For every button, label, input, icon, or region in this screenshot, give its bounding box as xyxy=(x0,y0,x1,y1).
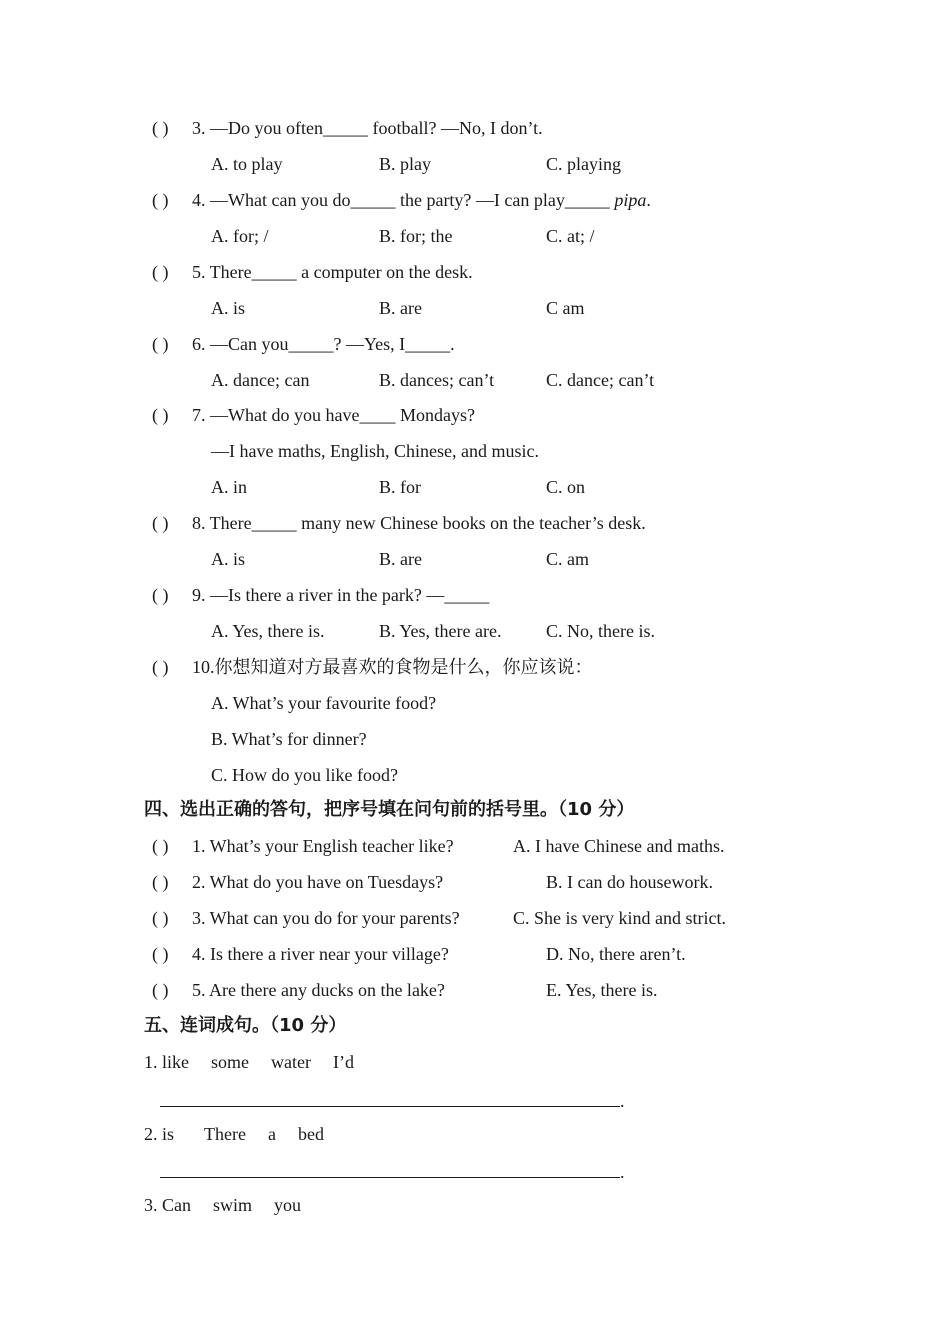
question-4 xyxy=(0,188,950,224)
match-row-1 xyxy=(0,834,950,870)
question-7 xyxy=(0,403,950,439)
match-answer: E. Yes, there is. xyxy=(546,980,658,1000)
option-c: C am xyxy=(546,298,585,318)
option-b: B. are xyxy=(379,549,422,569)
answer-paren[interactable]: ( ) xyxy=(152,944,169,964)
word: is xyxy=(162,1124,175,1144)
match-answer: B. I can do housework. xyxy=(546,872,713,892)
sentence-words xyxy=(144,1193,323,1217)
question-5-options xyxy=(0,296,950,332)
question-text: 5. There_____ a computer on the desk. xyxy=(192,262,473,282)
question-text-main: 4. —What can you do_____ the party? —I can play_____ xyxy=(192,190,615,210)
section-5-heading: 五、连词成句。（10 分） xyxy=(144,1015,347,1036)
match-question: 2. What do you have on Tuesdays? xyxy=(192,872,444,892)
section-5-heading-row xyxy=(0,1014,950,1050)
answer-blank[interactable] xyxy=(160,1157,625,1184)
option-c: C. at; / xyxy=(546,226,595,246)
question-continuation-text: —I have maths, English, Chinese, and music. xyxy=(211,441,539,461)
option-b: B. What’s for dinner? xyxy=(211,729,367,749)
question-4-options xyxy=(0,224,950,260)
item-number: 1. xyxy=(144,1052,158,1072)
option-a: A. What’s your favourite food? xyxy=(211,693,437,713)
sentence-end-period: . xyxy=(620,1091,625,1111)
answer-paren[interactable]: ( ) xyxy=(152,908,169,928)
option-a: A. for; / xyxy=(211,226,269,246)
option-a: A. is xyxy=(211,549,246,569)
match-question: 3. What can you do for your parents? xyxy=(192,908,460,928)
sentence-item-2 xyxy=(0,1122,950,1158)
option-c: C. How do you like food? xyxy=(211,765,398,785)
question-text-italic: pipa xyxy=(614,190,647,210)
answer-paren[interactable]: ( ) xyxy=(152,980,169,1000)
match-row-5 xyxy=(0,978,950,1014)
word: Can xyxy=(162,1195,191,1215)
answer-paren[interactable]: ( ) xyxy=(152,334,169,354)
word: water xyxy=(271,1052,311,1072)
sentence-item-1 xyxy=(0,1050,950,1086)
match-answer: C. She is very kind and strict. xyxy=(513,908,726,928)
question-text: 9. —Is there a river in the park? —_____ xyxy=(192,585,490,605)
answer-paren[interactable]: ( ) xyxy=(152,405,169,425)
option-b: B. Yes, there are. xyxy=(379,621,502,641)
answer-paren[interactable]: ( ) xyxy=(152,657,169,677)
option-b: B. dances; can’t xyxy=(379,370,495,390)
question-10-option-b xyxy=(0,727,950,763)
question-5 xyxy=(0,260,950,296)
sentence-words xyxy=(144,1122,346,1146)
answer-paren[interactable]: ( ) xyxy=(152,836,169,856)
word: you xyxy=(274,1195,302,1215)
question-7-options xyxy=(0,475,950,511)
question-6-options xyxy=(0,368,950,404)
question-number: 10. xyxy=(192,657,215,677)
option-b: B. play xyxy=(379,154,431,174)
word: swim xyxy=(213,1195,253,1215)
option-b: B. for xyxy=(379,477,421,497)
item-number: 2. xyxy=(144,1124,158,1144)
option-b: B. are xyxy=(379,298,422,318)
word: There xyxy=(204,1124,246,1144)
question-8 xyxy=(0,511,950,547)
sentence-words xyxy=(144,1050,376,1074)
answer-paren[interactable]: ( ) xyxy=(152,513,169,533)
question-10-option-c xyxy=(0,763,950,799)
section-4-heading-row xyxy=(0,798,950,834)
question-8-options xyxy=(0,547,950,583)
word: some xyxy=(211,1052,249,1072)
question-text xyxy=(192,188,651,212)
question-9 xyxy=(0,583,950,619)
question-3-options xyxy=(0,152,950,188)
question-6 xyxy=(0,332,950,368)
option-c: C. dance; can’t xyxy=(546,370,655,390)
option-a: A. to play xyxy=(211,154,283,174)
question-text-cjk: 你想知道对方最喜欢的食物是什么，你应该说： xyxy=(214,657,593,678)
answer-line-2 xyxy=(0,1157,950,1193)
match-question: 4. Is there a river near your village? xyxy=(192,944,449,964)
option-c: C. No, there is. xyxy=(546,621,655,641)
sentence-end-period: . xyxy=(620,1162,625,1182)
question-10 xyxy=(0,655,950,691)
question-text: 6. —Can you_____? —Yes, I_____. xyxy=(192,334,455,354)
question-9-options xyxy=(0,619,950,655)
option-c: C. on xyxy=(546,477,586,497)
match-question: 1. What’s your English teacher like? xyxy=(192,836,454,856)
word: I’d xyxy=(332,1052,354,1072)
match-row-2 xyxy=(0,870,950,906)
question-10-option-a xyxy=(0,691,950,727)
match-answer: A. I have Chinese and maths. xyxy=(513,836,725,856)
blank-underline[interactable] xyxy=(160,1157,620,1178)
item-number: 3. xyxy=(144,1195,158,1215)
answer-paren[interactable]: ( ) xyxy=(152,262,169,282)
section-4-heading: 四、选出正确的答句，把序号填在问句前的括号里。（10 分） xyxy=(144,799,635,820)
question-text: 8. There_____ many new Chinese books on the teacher’s desk. xyxy=(192,513,646,533)
question-text-end: . xyxy=(646,190,651,210)
match-question: 5. Are there any ducks on the lake? xyxy=(192,980,445,1000)
option-c: C. am xyxy=(546,549,589,569)
question-text xyxy=(192,655,593,680)
match-row-4 xyxy=(0,942,950,978)
question-7-continuation xyxy=(0,439,950,475)
match-answer: D. No, there aren’t. xyxy=(546,944,686,964)
option-a: A. dance; can xyxy=(211,370,310,390)
option-a: A. is xyxy=(211,298,246,318)
answer-paren[interactable]: ( ) xyxy=(152,872,169,892)
question-text: 3. —Do you often_____ football? —No, I don’t. xyxy=(192,118,543,138)
option-a: A. in xyxy=(211,477,247,497)
answer-blank[interactable] xyxy=(160,1086,625,1113)
answer-line-1 xyxy=(0,1086,950,1122)
word: bed xyxy=(297,1124,324,1144)
option-c: C. playing xyxy=(546,154,621,174)
word: like xyxy=(162,1052,189,1072)
question-text: 7. —What do you have____ Mondays? xyxy=(192,405,475,425)
match-row-3 xyxy=(0,906,950,942)
word: a xyxy=(267,1124,276,1144)
option-b: B. for; the xyxy=(379,226,453,246)
option-a: A. Yes, there is. xyxy=(211,621,325,641)
sentence-item-3 xyxy=(0,1193,950,1229)
answer-paren[interactable]: ( ) xyxy=(152,118,169,138)
answer-paren[interactable]: ( ) xyxy=(152,585,169,605)
blank-underline[interactable] xyxy=(160,1086,620,1107)
question-3 xyxy=(0,116,950,152)
answer-paren[interactable]: ( ) xyxy=(152,190,169,210)
